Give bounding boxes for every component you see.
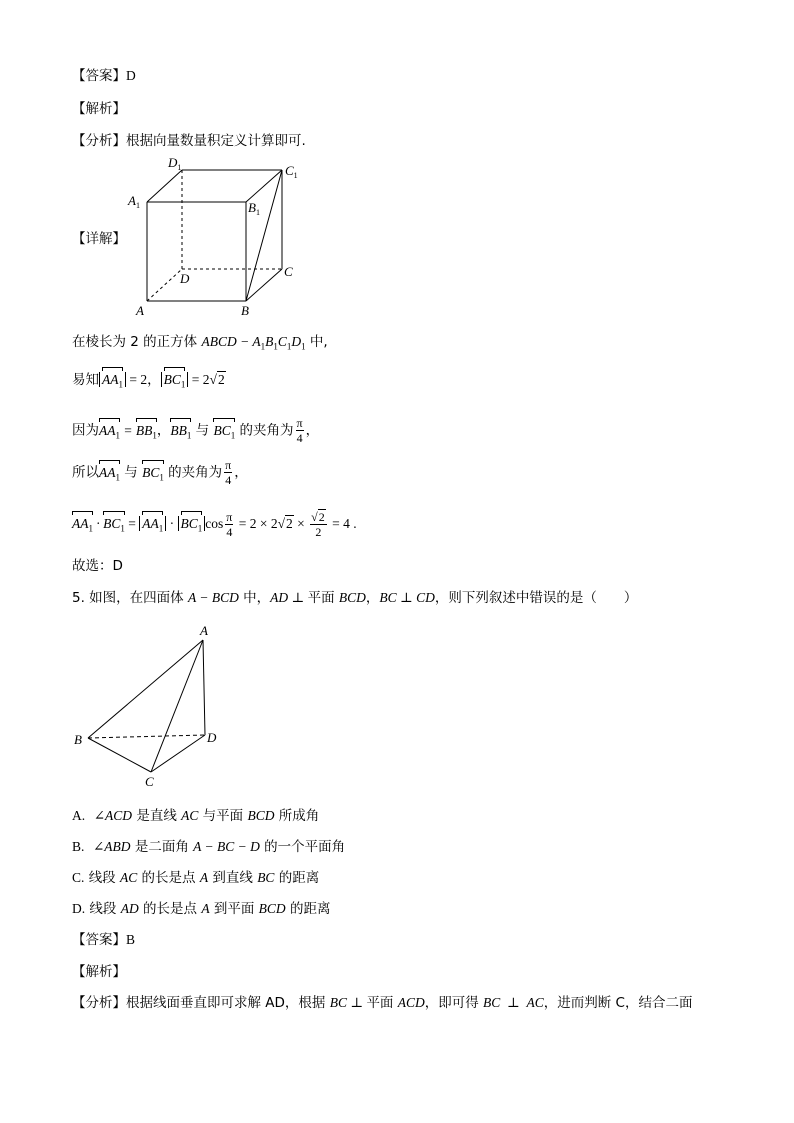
suoyi-line: 所以$AA_1$ 与 $BC_1$ 的夹角为 $\frac{\pi}{4}$ ，	[72, 458, 248, 487]
math: ABD	[104, 839, 131, 854]
answer-line-2	[72, 930, 135, 950]
math: AC	[181, 808, 199, 823]
four: 4	[296, 431, 303, 445]
text: 平面	[366, 995, 398, 1011]
text: ，	[234, 464, 248, 481]
math: A	[199, 870, 209, 885]
text: 的长是点	[137, 870, 200, 886]
fenxi-line-2: 【分析】根据线面垂直即可求解 AD，根据 BC ⊥ 平面 ACD，即可得 BC ⊥ AC，进而判断 C，结合二面	[72, 995, 693, 1011]
fenxi-text: 根据向量数量积定义计算即可.	[126, 133, 306, 149]
cube-label-b: B	[241, 303, 249, 318]
math: AC	[119, 870, 138, 885]
option-letter: C.	[72, 870, 85, 885]
text: 是二面角	[130, 839, 194, 855]
analysis-label: 【解析】	[72, 964, 126, 980]
fenxi-label: 【分析】	[72, 995, 126, 1011]
text: 到平面	[209, 901, 259, 917]
text: 因为	[72, 422, 99, 439]
tetra-label-d: D	[207, 730, 217, 745]
cube-label-a1: $A_1$	[128, 193, 140, 210]
text: ×	[293, 516, 309, 531]
math: A	[201, 901, 210, 916]
text: 到直线	[208, 870, 258, 886]
cube-label-d: D	[180, 271, 190, 286]
math: BCD	[247, 808, 275, 823]
tetra-label-b: B	[74, 732, 82, 747]
text: 的夹角为	[235, 422, 294, 439]
four: 4	[225, 473, 232, 487]
text: 是直线	[132, 808, 182, 824]
text: ，则下列叙述中错误的是（ ）	[434, 590, 638, 606]
yinwei-line: 因为$AA_1 = BB_1$，$BB_1$ 与 $BC_1$ 的夹角为 $\frac{\pi}{4}$ ，	[72, 416, 320, 445]
text: 中，	[238, 590, 271, 606]
text: 易知	[72, 372, 99, 388]
answer-label: 【答案】	[72, 932, 126, 948]
cube-label-d1: $D_1$	[168, 155, 182, 172]
math: ACD	[105, 808, 133, 823]
angle-sign: ∠	[92, 839, 105, 854]
two: 2	[315, 525, 322, 539]
text: ，即可得	[424, 995, 484, 1011]
option-letter: B.	[72, 839, 85, 854]
text: = 4 .	[328, 516, 357, 531]
fenxi-line-1	[72, 131, 306, 151]
text: ，	[156, 422, 171, 439]
answer-line-1	[72, 66, 136, 86]
text: 与	[191, 422, 214, 439]
text: ，进而判断 C，结合二面	[543, 995, 693, 1011]
text: 中,	[305, 334, 328, 350]
cube-figure	[125, 155, 305, 320]
text: 的距离	[285, 901, 331, 917]
pi: π	[225, 458, 232, 472]
analysis-heading-1	[72, 99, 126, 119]
text: 5. 如图，在四面体	[72, 590, 188, 606]
text: 的长是点	[138, 901, 202, 917]
cube-label-a: A	[136, 303, 144, 318]
dot-product-calc: $AA_1 \cdot BC_1 = AA_1 \cdot BC_1$ cos $\frac{\pi}{4}$ = 2 × 2√2 × $\frac{√2}{2}$ = 4 .	[72, 510, 357, 539]
question-5: 5. 如图，在四面体 A − BCD 中，AD ⊥ 平面 BCD，BC ⊥ CD，则下列叙述中错误的是（ ）	[72, 590, 638, 606]
option-b	[72, 837, 345, 857]
math: BC	[257, 870, 275, 885]
option-letter: D.	[72, 901, 86, 916]
math: AD	[120, 901, 139, 916]
analysis-label: 【解析】	[72, 101, 126, 117]
tetrahedron-figure	[70, 620, 230, 790]
answer-label: 【答案】	[72, 68, 126, 84]
four: 4	[226, 525, 233, 539]
answer-value: D	[126, 68, 136, 83]
value: 2	[202, 372, 210, 387]
text: 与	[120, 464, 143, 481]
text: ，	[305, 422, 320, 439]
text: ，	[365, 590, 380, 606]
text: 的夹角为	[163, 464, 223, 481]
text: 线段	[89, 901, 121, 917]
pi: π	[226, 510, 233, 524]
cube-statement: 在棱长为 2 的正方体 ABCD − $A_1B_1C_1D_1$ 中,	[72, 334, 328, 352]
text: 所以	[72, 464, 99, 481]
answer-value: B	[126, 932, 136, 947]
two: 2	[318, 510, 325, 524]
text: = 2 × 2	[235, 516, 278, 531]
yizhi-line: 易知 $AA_1 = 2$， $BC_1 = 2√2$	[72, 370, 226, 395]
text: 故选：D	[72, 558, 123, 574]
fenxi-label: 【分析】	[72, 133, 126, 149]
cos: cos	[205, 516, 224, 531]
tetra-label-a: A	[200, 623, 208, 638]
text: 所成角	[274, 808, 320, 824]
math: A − BC − D	[193, 839, 260, 854]
option-a	[72, 806, 319, 826]
detail-heading-1	[72, 229, 126, 249]
value: 2	[140, 372, 148, 387]
guxuan-line	[72, 556, 123, 576]
analysis-heading-2	[72, 962, 126, 982]
text: 的距离	[274, 870, 320, 886]
text: 平面	[307, 590, 339, 606]
text: ，	[147, 372, 161, 388]
text: 线段	[88, 870, 120, 886]
text: 根据线面垂直即可求解 AD，根据	[126, 995, 330, 1011]
cube-label-c: C	[284, 264, 293, 279]
option-d	[72, 899, 330, 919]
text: 的一个平面角	[259, 839, 346, 855]
tetra-label-c: C	[145, 774, 154, 789]
pi: π	[296, 416, 303, 430]
angle-sign: ∠	[93, 808, 106, 823]
detail-label: 【详解】	[72, 231, 126, 247]
option-c	[72, 868, 319, 888]
text: 在棱长为 2 的正方体	[72, 334, 202, 350]
text: 与平面	[198, 808, 248, 824]
cube-label-c1: $C_1$	[285, 163, 298, 180]
math: BCD	[258, 901, 286, 916]
option-letter: A.	[72, 808, 86, 823]
cube-label-b1: $B_1$	[248, 200, 260, 217]
